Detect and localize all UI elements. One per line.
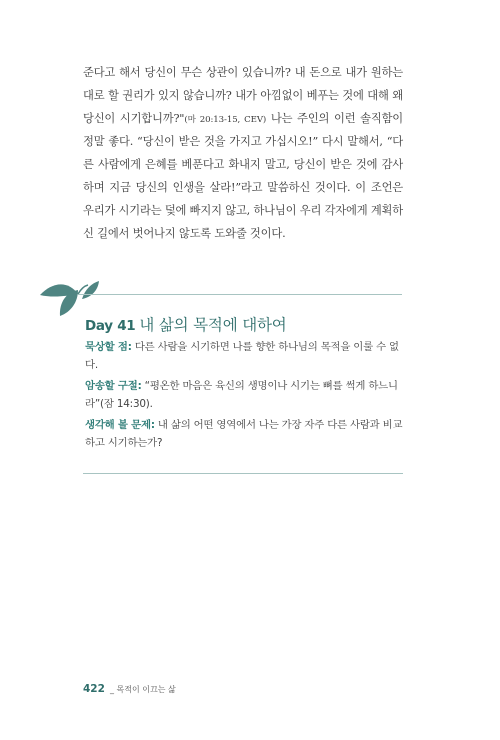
memory-verse xyxy=(85,378,403,413)
book-title: _ 목적이 이끄는 삶 xyxy=(110,685,176,694)
leaf-ornament-icon xyxy=(38,275,100,317)
verse-citation: (잠 14:30). xyxy=(100,397,153,410)
day-number: Day 41 xyxy=(85,318,136,334)
section-top-divider xyxy=(78,294,402,295)
question xyxy=(85,417,403,452)
page-number: 422 xyxy=(83,683,105,695)
reflection-point xyxy=(85,339,403,374)
point-label: 묵상할 점: xyxy=(85,341,132,353)
section-bottom-divider xyxy=(83,473,403,474)
body-text-part1: 준다고 해서 당신이 무슨 상관이 있습니까? 내 돈으로 내가 원하는 대로 할 권리가 있지 않습니까? 내가 아낌없이 베푸는 것에 대해 왜 당신이 시기합니까?" xyxy=(83,66,403,125)
question-label: 생각해 볼 문제: xyxy=(85,419,155,431)
question-text: 내 삶의 어떤 영역에서 나는 가장 자주 다른 사람과 비교하고 시기하는가? xyxy=(85,419,403,449)
body-citation: (마 20:13-15, CEV) xyxy=(184,114,267,125)
body-text-part2: 나는 주인의 이런 솔직함이 정말 좋다. “당신이 받은 것을 가지고 가십시오!” 다시 말해서, “다른 사람에게 은혜를 베푼다고 화내지 말고, 당신이 받은 것에 감사하며 지금 당신의 인생을 살라!”라고 말씀하신 것이다. 이 조언은 우리가 시기라는 덫에 빠지지 않고, 하나님이 우리 각자에게 계획하신 길에서 벗어나지 않도록 도와줄 것이다. xyxy=(83,111,404,240)
day-heading: 내 삶의 목적에 대하여 xyxy=(139,316,287,334)
point-text: 다른 사람을 시기하면 나를 향한 하나님의 목적을 이룰 수 없다. xyxy=(85,341,399,371)
body-paragraph xyxy=(83,62,403,245)
verse-text: “평온한 마음은 육신의 생명이나 시기는 뼈를 썩게 하느니라” xyxy=(85,380,398,410)
verse-label: 암송할 구절: xyxy=(85,380,142,392)
day-title xyxy=(85,313,287,335)
reflection-box xyxy=(85,339,403,456)
page-footer xyxy=(83,677,176,696)
